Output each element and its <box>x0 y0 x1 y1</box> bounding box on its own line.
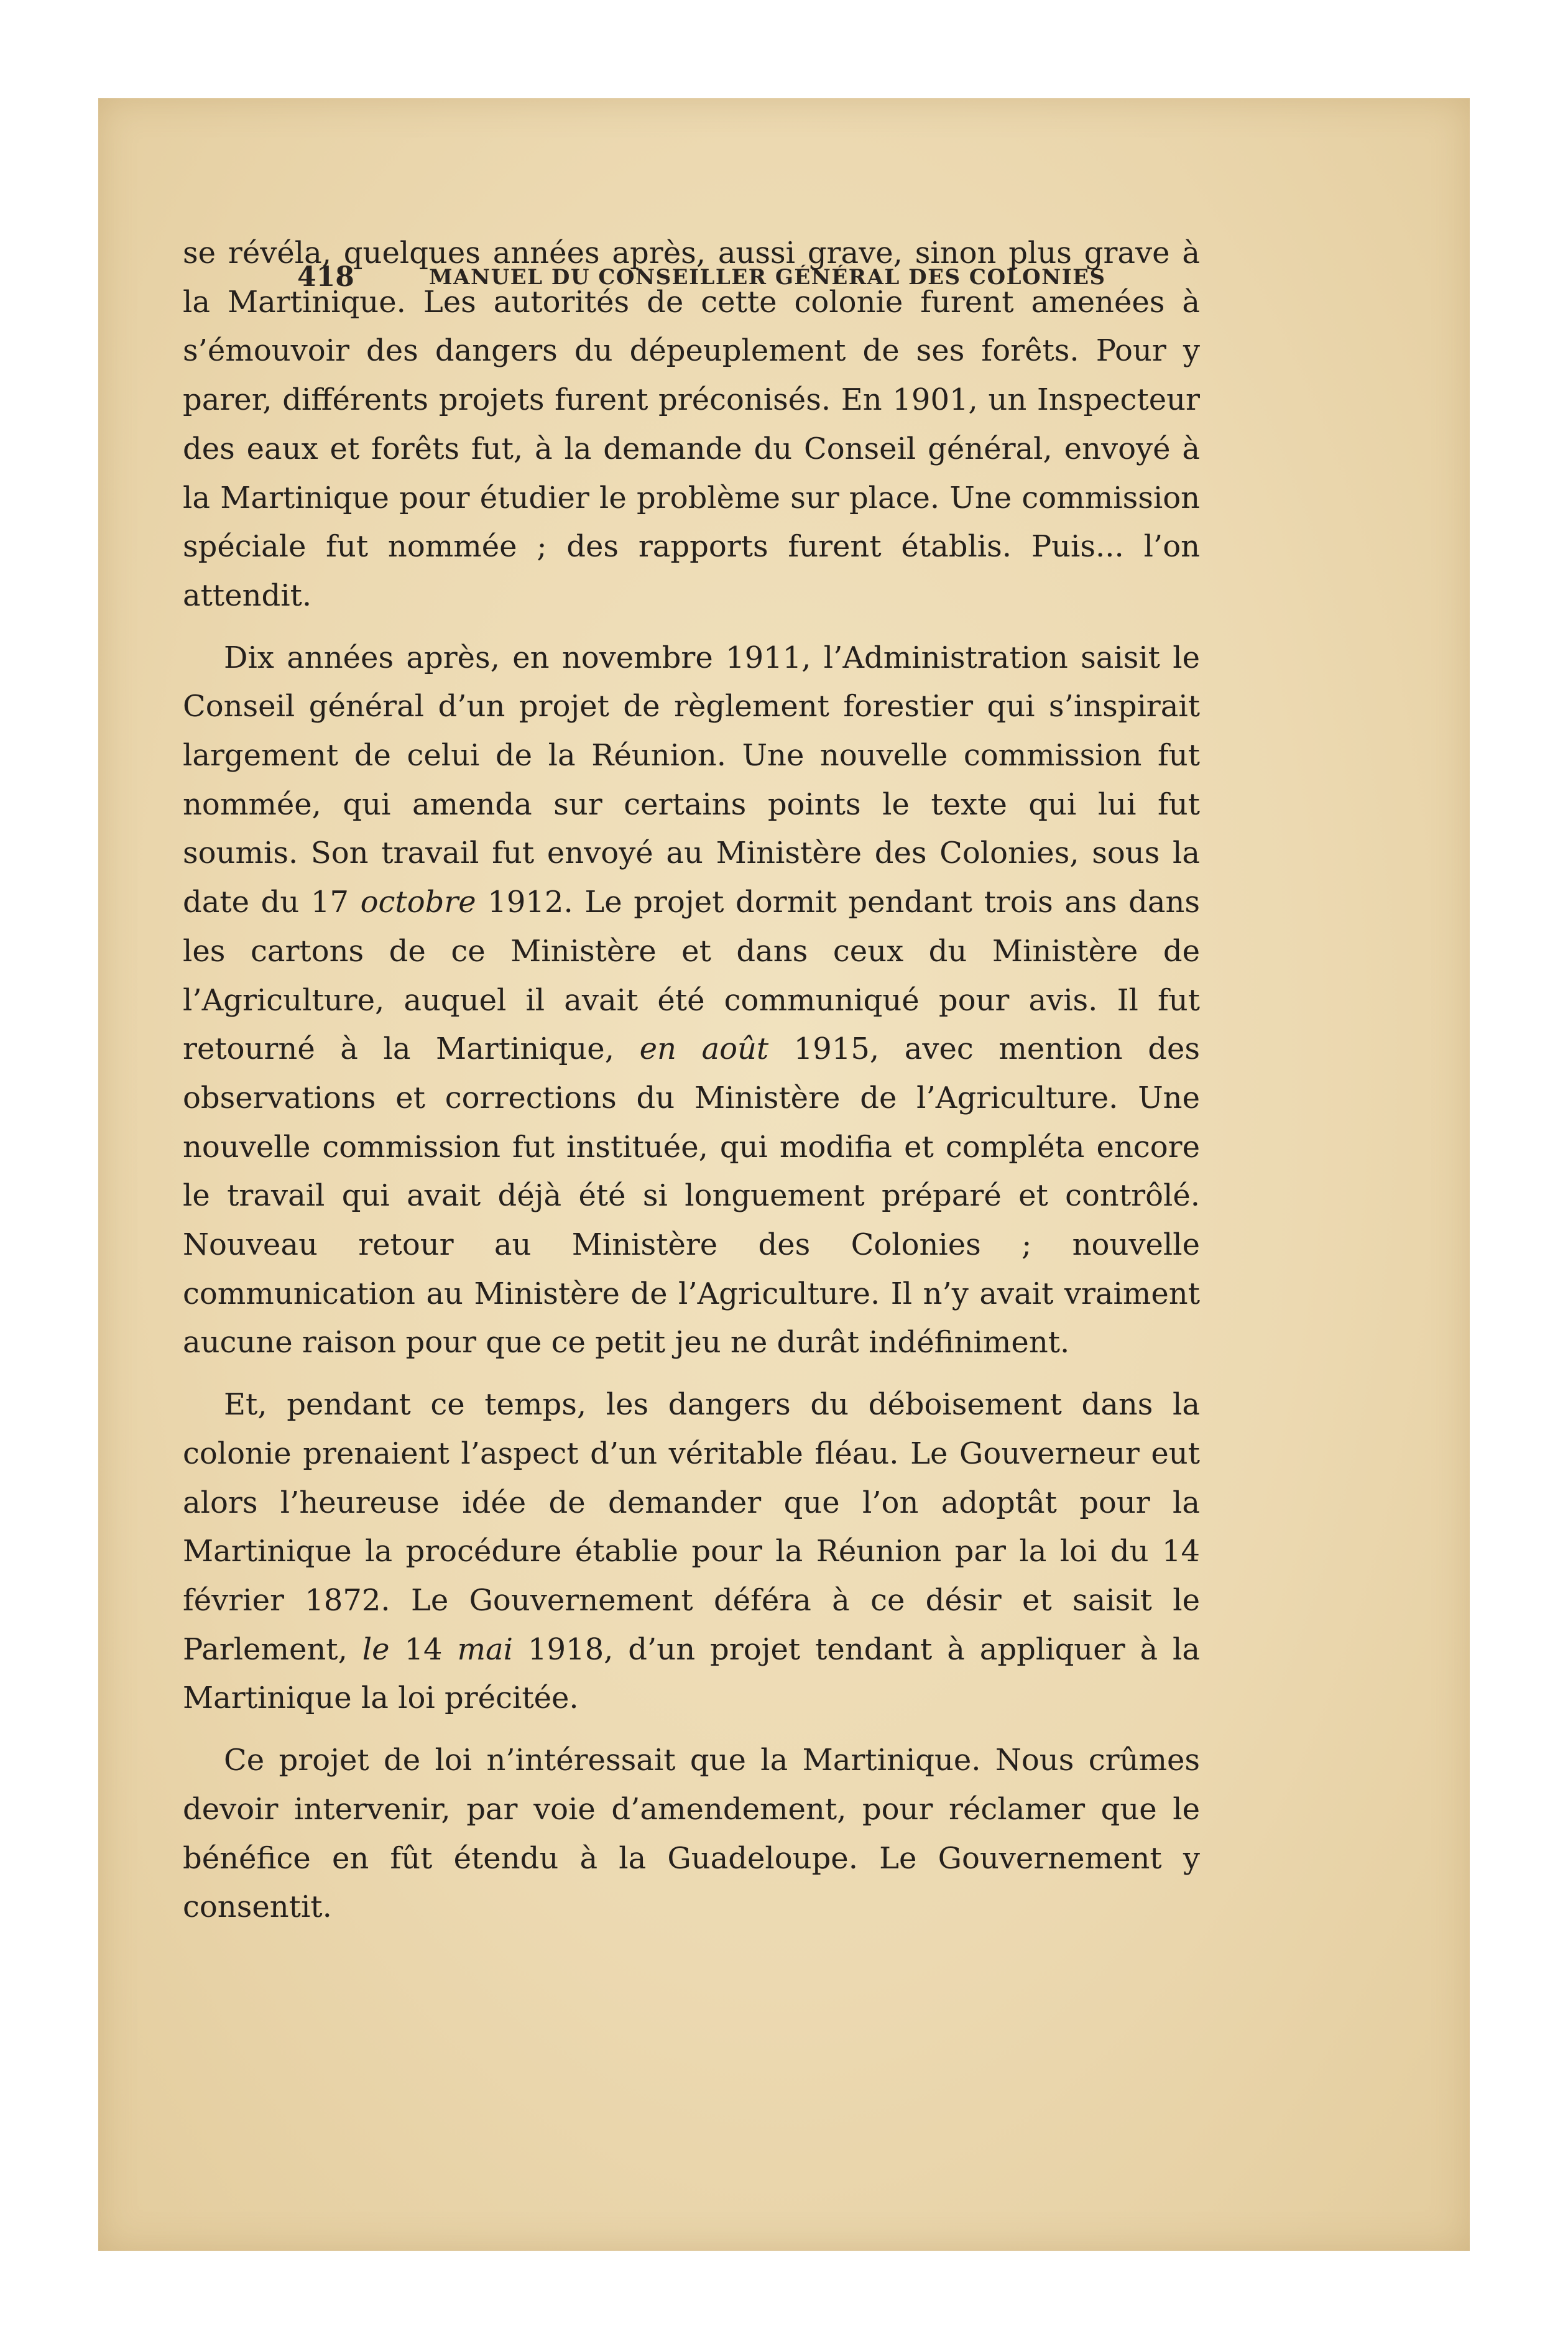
paragraph-4: Ce projet de loi n’intéressait que la Martinique. Nous crûmes devoir intervenir, par voie d’amendement, pour réclamer que le bénéfice en fût étendu à la Guadeloupe. Le Gouvernement y consentit. <box>183 1743 1200 1925</box>
paragraph-1: se révéla, quelques années après, aussi grave, sinon plus grave à la Martinique. Les autorités de cette colonie furent amenées à s’émouvoir des dangers du dépeuplement de ses forêts. Pour y parer, différents projets furent préconisés. En 1901, un Inspecteur des eaux et forêts fut, à la demande du Conseil général, envoyé à la Martinique pour étudier le problème sur place. Une commission spéciale fut nommée ; des rapports furent établis. Puis... l’on attendit. <box>183 236 1200 613</box>
paragraph-2-text-a: Dix années après, en novembre 1911, l’Administration saisit le Conseil général d’un projet de règlement forestier qui s’inspirait largement de celui de la Réunion. Une nouvelle commission fut nommée, qui amenda sur certains points le texte qui lui fut soumis. Son travail fut envoyé au Ministère des Colonies, sous la date du 17 <box>183 640 1200 920</box>
paragraph-2-text-c: 1915, avec mention des observations et corrections du Ministère de l’Agriculture. Une nouvelle commission fut instituée, qui modifia et compléta encore le travail qui avait déjà été si longuement préparé et contrôlé. Nouveau retour au Ministère des Colonies ; nouvelle communication au Ministère de l’Agriculture. Il n’y avait vraiment aucune raison pour que ce petit jeu ne durât indéfiniment. <box>183 1031 1201 1360</box>
paragraph-3-italic-mai: mai <box>457 1631 514 1667</box>
paragraph-2-text-b: 1912. Le projet dormit pendant trois ans dans les cartons de ce Ministère et dans ceux du Ministère de l’Agriculture, auquel il avait été communiqué pour avis. Il fut retourné à la Martinique, <box>183 885 1201 1067</box>
paragraph-3-text-a: Et, pendant ce temps, les dangers du déboisement dans la colonie prenaient l’aspect d’un véritable fléau. Le Gouverneur eut alors l’heureuse idée de demander que l’on adoptât pour la Martinique la procédure établie pour la Réunion par la loi du 14 février 1872. Le Gouvernement déféra à ce désir et saisit le Parlement, <box>183 1387 1200 1667</box>
paragraph-2-italic-august: en août <box>639 1031 769 1067</box>
body-text <box>183 229 1200 1945</box>
running-head: MANUEL DU CONSEILLER GÉNÉRAL DES COLONIES <box>429 265 1106 290</box>
paragraph-3 <box>183 1380 1200 1723</box>
page-number: 418 <box>297 261 354 293</box>
paragraph-3-text-b: 14 <box>389 1631 458 1667</box>
paragraph-3-text-c: 1918, d’un projet tendant à appliquer à la Martinique la loi précitée. <box>183 1631 1201 1716</box>
paragraph-2-italic-october: octobre <box>360 885 476 920</box>
paragraph-2 <box>183 634 1200 1368</box>
paragraph-3-italic-le: le <box>362 1631 390 1667</box>
